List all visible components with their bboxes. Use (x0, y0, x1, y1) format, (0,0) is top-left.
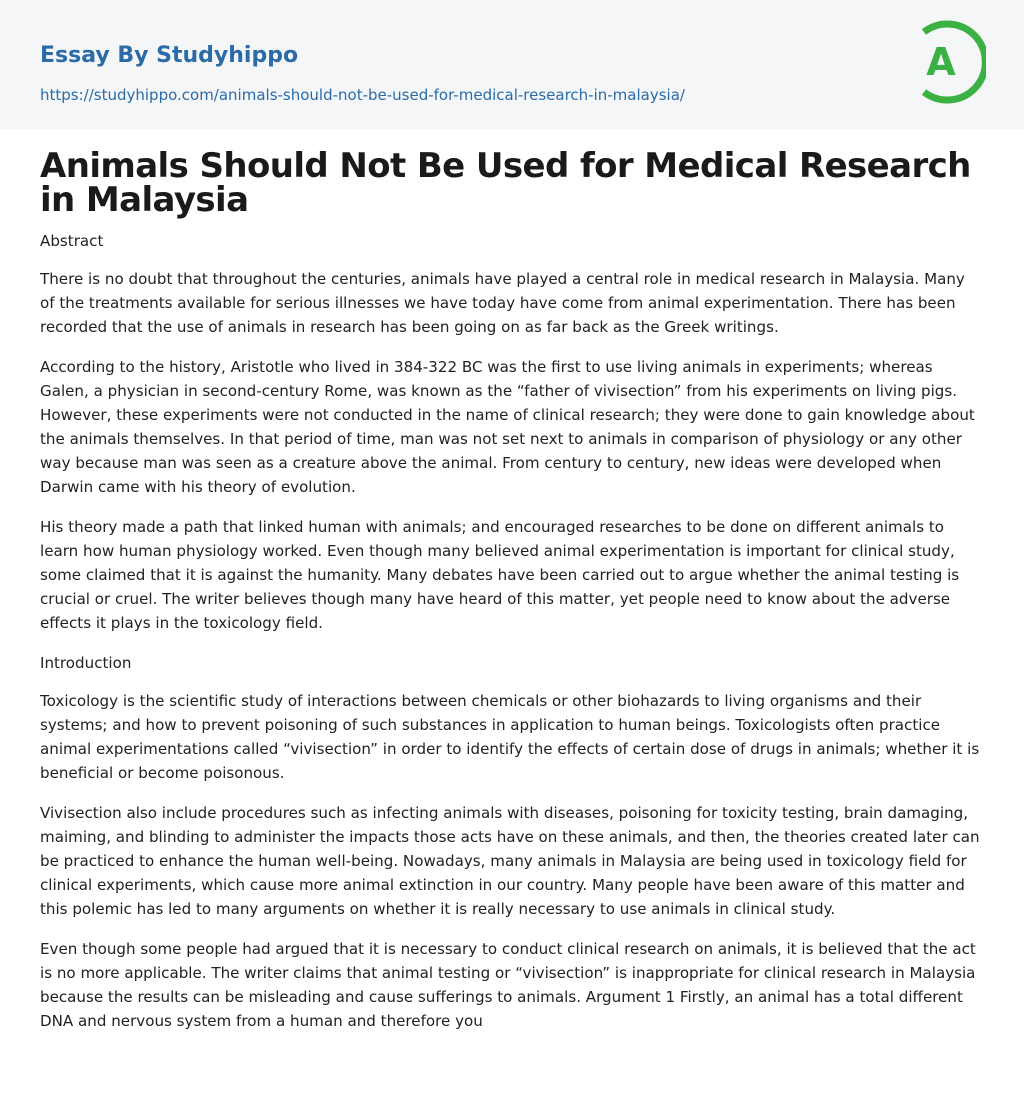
page-title: Animals Should Not Be Used for Medical Research in Malaysia (40, 146, 971, 220)
section-heading-introduction: Introduction (40, 654, 132, 672)
paragraph: His theory made a path that linked human with animals; and encouraged researches to be done on different animals to learn how human physiology worked. Even though many believed animal experimentation is important for clinical study, some claimed that it is against the humanity. Many debates have been carried out to argue whether the animal testing is crucial or cruel. The writer believes though many have heard of this matter, yet people need to know about the adverse effects it plays in the toxicology field. (40, 518, 960, 632)
paragraph: Toxicology is the scientific study of interactions between chemicals or other biohazards to living organisms and their systems; and how to prevent poisoning of such substances in application to human beings. Toxicologists often practice animal experimentations called “vivisection” in order to identify the effects of certain dose of drugs in animals; whether it is beneficial or become poisonous. (40, 692, 980, 782)
site-brand[interactable]: Essay By Studyhippo (40, 43, 299, 68)
article (0, 146, 1024, 1033)
essay-url-link[interactable]: https://studyhippo.com/animals-should-not-be-used-for-medical-research-in-malaysia/ (40, 86, 685, 104)
paragraph: Vivisection also include procedures such as infecting animals with diseases, poisoning for toxicity testing, brain damaging, maiming, and blinding to administer the impacts those acts have on these animals, and then, the theories created later can be practiced to enhance the human well-being. Nowadays, many animals in Malaysia are being used in toxicology field for clinical experiments, which cause more animal extinction in our country. Many people have been aware of this matter and this polemic has led to many arguments on whether it is really necessary to use animals in clinical study. (40, 804, 980, 918)
section-heading-abstract: Abstract (40, 232, 104, 250)
paragraph: According to the history, Aristotle who lived in 384-322 BC was the first to use living animals in experiments; whereas Galen, a physician in second-century Rome, was known as the “father of vivisection” from his experiments on living pigs. However, these experiments were not conducted in the name of clinical research; they were done to gain knowledge about the animals themselves. In that period of time, man was not set next to animals in comparison of physiology or any other way because man was seen as a creature above the animal. From century to century, new ideas were developed when Darwin came with his theory of evolution. (40, 358, 975, 496)
paragraph: There is no doubt that throughout the centuries, animals have played a central role in medical research in Malaysia. Many of the treatments available for serious illnesses we have today have come from animal experimentation. There has been recorded that the use of animals in research has been going on as far back as the Greek writings. (40, 270, 965, 336)
paragraph: Even though some people had argued that it is necessary to conduct clinical research on animals, it is believed that the act is no more applicable. The writer claims that animal testing or “vivisection” is inappropriate for clinical research in Malaysia because the results can be misleading and cause sufferings to animals. Argument 1 Firstly, an animal has a total different DNA and nervous system from a human and therefore you (40, 940, 976, 1030)
logo-letter: A (926, 40, 956, 84)
studyhippo-logo-icon[interactable] (914, 18, 986, 106)
site-header (0, 0, 1024, 129)
